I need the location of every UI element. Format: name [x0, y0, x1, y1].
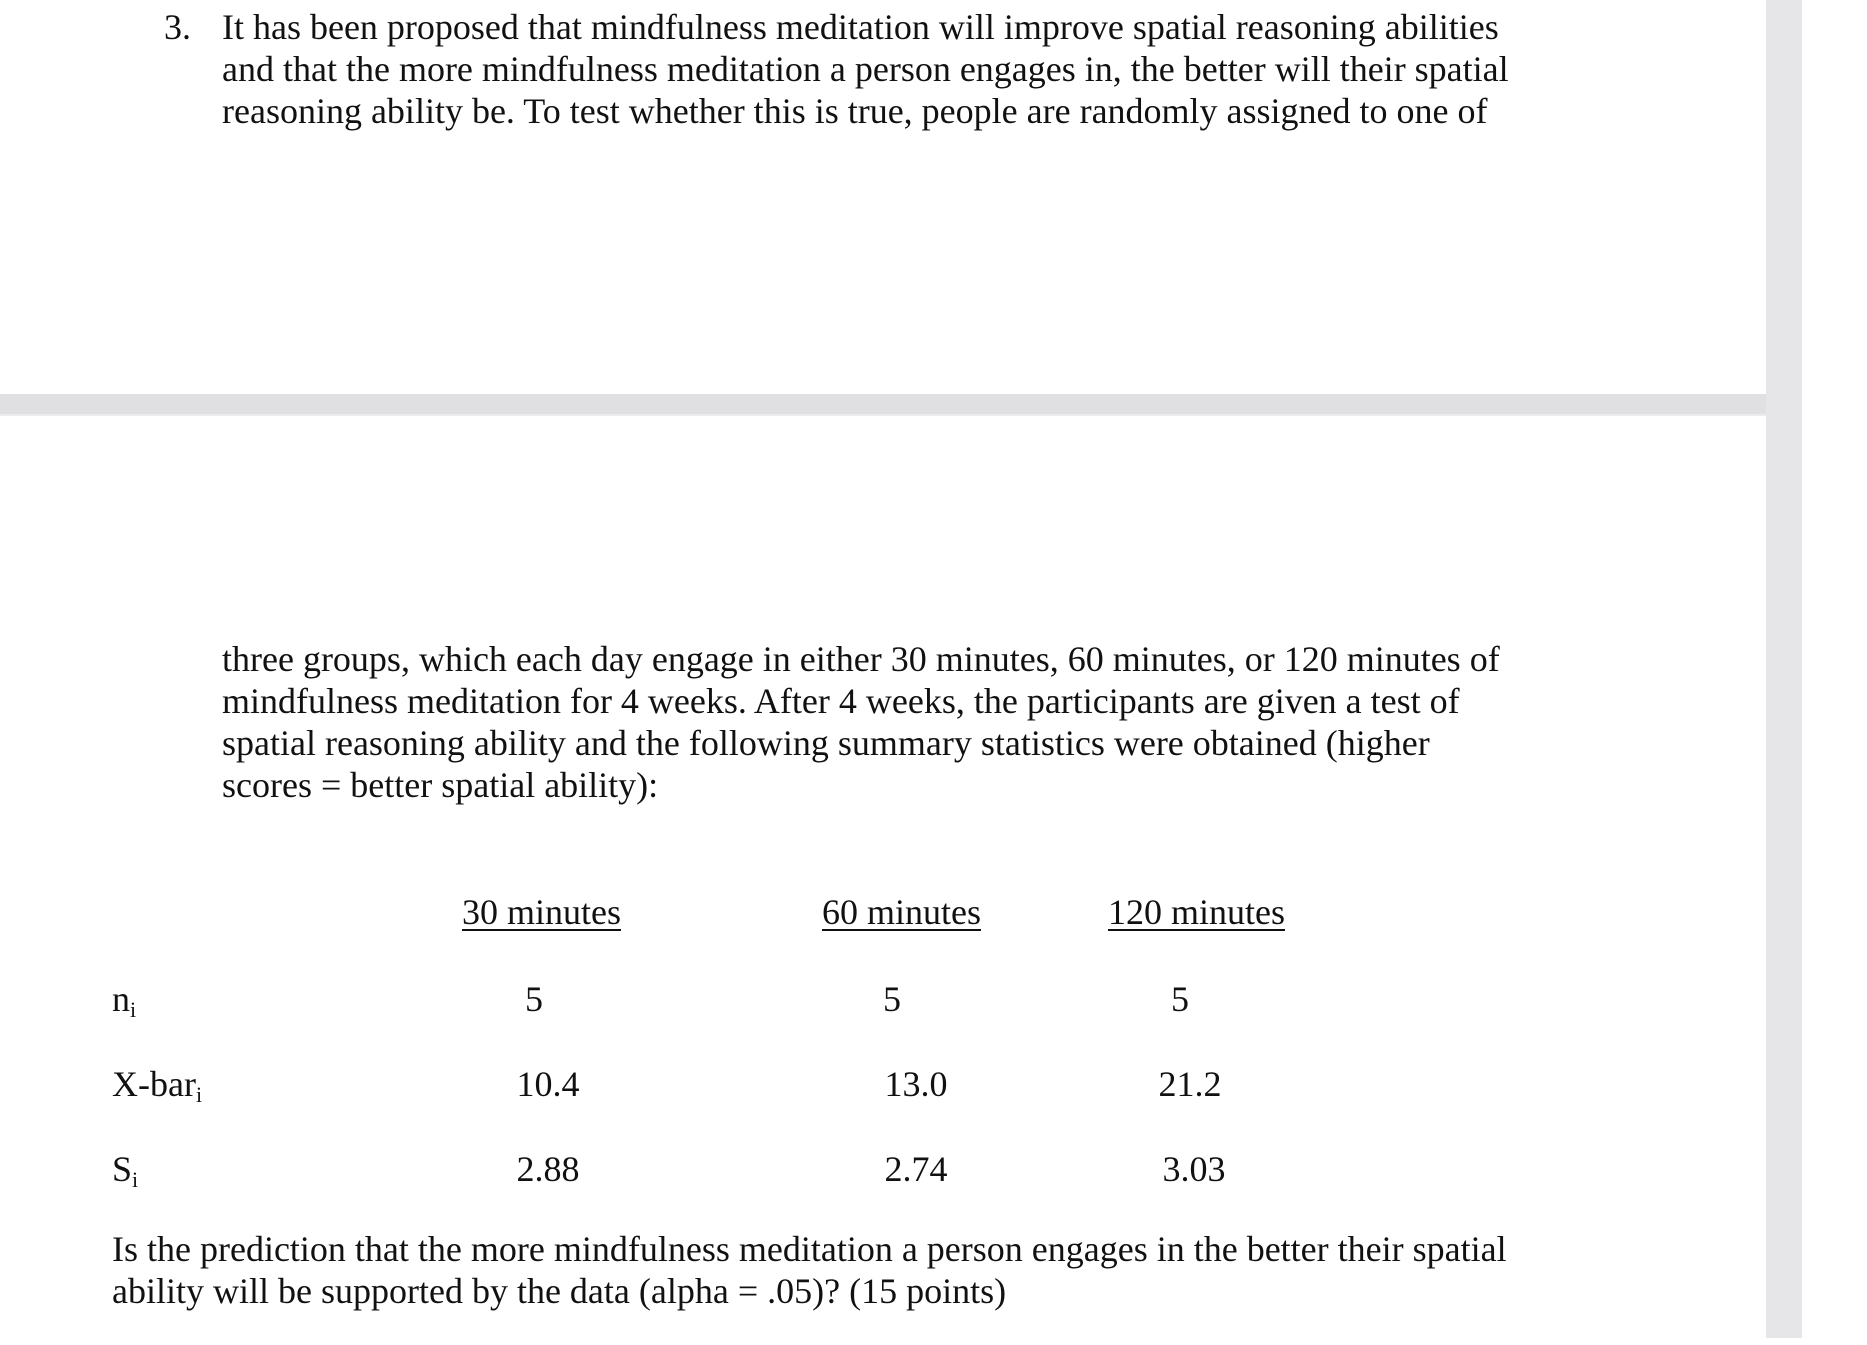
table-cell: 3.03 — [1162, 1149, 1226, 1189]
table-cell: 21.2 — [1158, 1064, 1222, 1104]
table-cell: 5 — [525, 979, 543, 1019]
row-label-main: n — [112, 979, 130, 1019]
column-header-60-minutes: 60 minutes — [822, 892, 981, 932]
question-prompt — [112, 1228, 1507, 1312]
column-header-30-minutes: 30 minutes — [462, 892, 621, 932]
text-line: three groups, which each day engage in either 30 minutes, 60 minutes, or 120 minutes of — [222, 639, 1500, 679]
question-number: 3. — [164, 7, 191, 47]
column-header-120-minutes: 120 minutes — [1108, 892, 1285, 932]
row-label-main: X-bar — [112, 1064, 196, 1104]
text-line: spatial reasoning ability and the following summary statistics were obtained (higher — [222, 723, 1430, 763]
page-break — [0, 394, 1766, 414]
table-cell: 5 — [883, 979, 901, 1019]
text-line: reasoning ability be. To test whether this is true, people are randomly assigned to one of — [222, 91, 1488, 131]
text-line: mindfulness meditation for 4 weeks. After 4 weeks, the participants are given a test of — [222, 681, 1460, 721]
row-label-subscript: i — [195, 1082, 203, 1107]
vertical-scrollbar[interactable] — [1766, 0, 1802, 1338]
text-line: Is the prediction that the more mindfulness meditation a person engages in the better their spatial — [112, 1229, 1507, 1269]
row-label-x-bar — [112, 1063, 202, 1116]
text-line: It has been proposed that mindfulness meditation will improve spatial reasoning abilities — [222, 7, 1499, 47]
table-cell: 2.74 — [884, 1149, 948, 1189]
text-line: scores = better spatial ability): — [222, 765, 659, 805]
question-paragraph-1 — [222, 6, 1509, 132]
question-paragraph-2 — [222, 638, 1500, 806]
row-label-n — [112, 978, 136, 1031]
row-label-subscript: i — [132, 1167, 139, 1192]
row-label-subscript: i — [130, 997, 137, 1022]
text-line: and that the more mindfulness meditation a person engages in, the better will their spatial — [222, 49, 1509, 89]
table-cell: 13.0 — [884, 1064, 948, 1104]
table-cell: 10.4 — [516, 1064, 580, 1104]
text-line: ability will be supported by the data (alpha = .05)? (15 points) — [112, 1271, 1007, 1311]
table-cell: 2.88 — [516, 1149, 580, 1189]
table-cell: 5 — [1171, 979, 1189, 1019]
row-label-s — [112, 1148, 138, 1201]
row-label-main: S — [112, 1149, 133, 1189]
